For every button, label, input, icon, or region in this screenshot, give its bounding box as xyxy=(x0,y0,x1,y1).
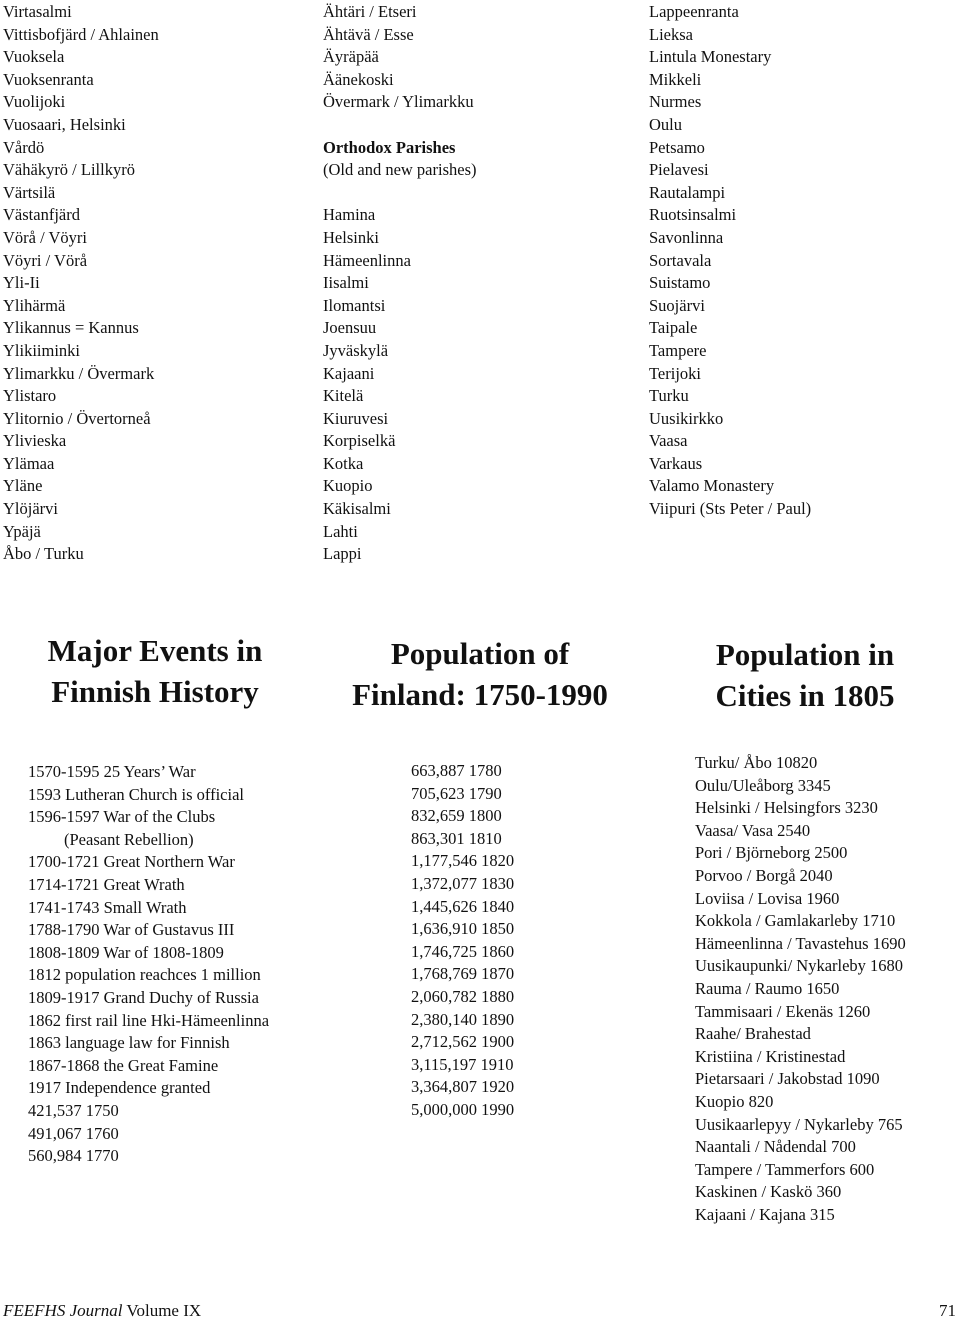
list-item: Vaasa xyxy=(649,431,688,451)
list-item: Ylämaa xyxy=(3,453,55,473)
list-item: 2,380,140 1890 xyxy=(411,1009,515,1029)
list-item: Ylikiiminki xyxy=(3,340,81,360)
list-item: Vähäkyrö / Lillkyrö xyxy=(3,160,135,180)
list-item: 1,768,769 1870 xyxy=(411,964,515,984)
list-item: 3,364,807 1920 xyxy=(411,1077,515,1097)
orthodox-list-col3 xyxy=(649,1,811,521)
list-item: Ylihärmä xyxy=(3,295,66,315)
footer-journal xyxy=(3,1300,201,1322)
list-item: Ylistaro xyxy=(3,386,57,406)
list-item: Ylöjärvi xyxy=(3,499,58,519)
list-item: Tampere / Tammerfors 600 xyxy=(695,1159,875,1179)
list-item: Hamina xyxy=(323,205,376,225)
list-item: Ähtäri / Etseri xyxy=(323,2,417,21)
orthodox-subtitle: (Old and new parishes) xyxy=(323,160,477,180)
list-item: Nurmes xyxy=(649,92,702,112)
list-item: (Peasant Rebellion) xyxy=(64,829,194,849)
list-item: 1570-1595 25 Years’ War xyxy=(28,762,196,781)
list-item: Ylikannus = Kannus xyxy=(3,318,139,338)
parish-list-col2 xyxy=(323,1,477,114)
list-item: Tampere xyxy=(649,340,707,360)
list-item: Virtasalmi xyxy=(3,2,72,21)
list-item: Turku/ Åbo 10820 xyxy=(695,753,818,772)
list-item: Tammisaari / Ekenäs 1260 xyxy=(695,1001,871,1021)
list-item: 1788-1790 War of Gustavus III xyxy=(28,920,235,940)
list-item: Korpiselkä xyxy=(323,431,396,451)
list-item: Lappeenranta xyxy=(649,2,739,21)
list-item: Vittisbofjärd / Ahlainen xyxy=(3,24,159,44)
cities-heading xyxy=(680,634,930,716)
events-list xyxy=(28,761,269,1168)
list-item: Kitelä xyxy=(323,386,364,406)
list-item: Kotka xyxy=(323,453,364,473)
list-item: Ruotsinsalmi xyxy=(649,205,737,225)
list-item: 832,659 1800 xyxy=(411,806,502,826)
list-item: Terijoki xyxy=(649,363,701,383)
list-item: Ähtävä / Esse xyxy=(323,24,414,44)
list-item: Västanfjärd xyxy=(3,205,80,225)
list-item: 1,372,077 1830 xyxy=(411,873,515,893)
cities-heading-line2: Cities in 1805 xyxy=(715,678,895,713)
list-item: 1741-1743 Small Wrath xyxy=(28,897,187,917)
list-item: Uusikaupunki/ Nykarleby 1680 xyxy=(695,956,904,976)
list-item: Käkisalmi xyxy=(323,499,391,519)
list-item: 1863 language law for Finnish xyxy=(28,1033,230,1053)
population-list xyxy=(411,760,514,1122)
journal-name: FEEFHS Journal xyxy=(3,1301,123,1320)
list-item: Ylitornio / Övertorneå xyxy=(3,408,151,428)
list-item: Helsinki xyxy=(323,227,379,247)
list-item: 1862 first rail line Hki-Hämeenlinna xyxy=(28,1010,270,1030)
list-item: Varkaus xyxy=(649,453,703,473)
list-item: 2,712,562 1900 xyxy=(411,1032,515,1052)
list-item: Turku xyxy=(649,386,689,406)
list-item: Raahe/ Brahestad xyxy=(695,1024,811,1044)
list-item: 1,746,725 1860 xyxy=(411,941,515,961)
list-item: Uusikaarlepyy / Nykarleby 765 xyxy=(695,1114,903,1134)
list-item: Kuopio xyxy=(323,476,373,496)
cities-heading-line1: Population in xyxy=(715,637,895,672)
list-item: Åbo / Turku xyxy=(3,544,84,564)
list-item: 1,177,546 1820 xyxy=(411,851,515,871)
list-item: Vuolijoki xyxy=(3,92,66,112)
list-item: Kiuruvesi xyxy=(323,408,389,428)
list-item: Yläne xyxy=(3,476,43,496)
events-heading xyxy=(20,630,290,712)
list-item: Oulu/Uleåborg 3345 xyxy=(695,775,831,795)
list-item: 1812 population reachces 1 million xyxy=(28,965,261,985)
list-item: Oulu xyxy=(649,114,682,134)
list-item: Naantali / Nådendal 700 xyxy=(695,1137,856,1157)
parish-list-col1 xyxy=(3,1,159,566)
list-item: 1,636,910 1850 xyxy=(411,919,515,939)
page-number: 71 xyxy=(939,1301,956,1320)
list-item: 560,984 1770 xyxy=(28,1146,119,1166)
list-item: 421,537 1750 xyxy=(28,1100,119,1120)
list-item: Vårdö xyxy=(3,137,45,157)
list-item: Pori / Björneborg 2500 xyxy=(695,843,848,863)
list-item: Helsinki / Helsingfors 3230 xyxy=(695,798,878,818)
list-item: Äänekoski xyxy=(323,69,394,89)
list-item: Valamo Monastery xyxy=(649,476,775,496)
list-item: Yli-Ii xyxy=(3,273,40,293)
list-item: Kajaani / Kajana 315 xyxy=(695,1204,835,1224)
list-item: Petsamo xyxy=(649,137,705,157)
orthodox-list-col2 xyxy=(323,204,477,566)
list-item: Kristiina / Kristinestad xyxy=(695,1046,846,1066)
list-item: Kokkola / Gamlakarleby 1710 xyxy=(695,911,896,931)
list-item: 491,067 1760 xyxy=(28,1123,119,1143)
list-item: Pietarsaari / Jakobstad 1090 xyxy=(695,1069,880,1089)
list-item: Viipuri (Sts Peter / Paul) xyxy=(649,499,812,519)
list-item: Äyräpää xyxy=(323,47,379,67)
list-item: Ylivieska xyxy=(3,431,67,451)
list-item: Vörå / Vöyri xyxy=(3,227,88,247)
list-item: Lappi xyxy=(323,544,362,564)
list-item: Joensuu xyxy=(323,318,377,338)
list-item: Kaskinen / Kaskö 360 xyxy=(695,1182,842,1202)
list-item: Vuoksenranta xyxy=(3,69,94,89)
list-item: Porvoo / Borgå 2040 xyxy=(695,865,833,885)
journal-volume: Volume IX xyxy=(122,1301,202,1320)
list-item: Sortavala xyxy=(649,250,712,270)
list-item: 2,060,782 1880 xyxy=(411,986,515,1006)
list-item: Mikkeli xyxy=(649,69,702,89)
list-item: Suojärvi xyxy=(649,295,705,315)
list-item: Kajaani xyxy=(323,363,375,383)
list-item: 3,115,197 1910 xyxy=(411,1054,514,1074)
list-item: Vuoksela xyxy=(3,47,65,67)
list-item: Iisalmi xyxy=(323,273,369,293)
list-item: 1714-1721 Great Wrath xyxy=(28,874,185,894)
parish-col2 xyxy=(323,1,477,566)
list-item: Lieksa xyxy=(649,24,693,44)
list-item: Vaasa/ Vasa 2540 xyxy=(695,820,811,840)
list-item: 1700-1721 Great Northern War xyxy=(28,852,235,872)
list-item: Savonlinna xyxy=(649,227,724,247)
orthodox-title: Orthodox Parishes xyxy=(323,137,456,157)
list-item: 1809-1917 Grand Duchy of Russia xyxy=(28,987,259,1007)
list-item: Rauma / Raumo 1650 xyxy=(695,978,840,998)
list-item: 1596-1597 War of the Clubs xyxy=(28,807,216,827)
list-item: 705,623 1790 xyxy=(411,783,502,803)
list-item: Suistamo xyxy=(649,273,711,293)
list-item: 1,445,626 1840 xyxy=(411,896,515,916)
population-heading xyxy=(320,633,640,715)
list-item: Hämeenlinna / Tavastehus 1690 xyxy=(695,933,906,953)
list-item: Ilomantsi xyxy=(323,295,386,315)
list-item: 5,000,000 1990 xyxy=(411,1099,515,1119)
list-item: Uusikirkko xyxy=(649,408,724,428)
events-heading-line1: Major Events in xyxy=(47,633,263,668)
list-item: Lintula Monestary xyxy=(649,47,772,67)
cities-list xyxy=(695,752,906,1226)
population-heading-line1: Population of xyxy=(390,636,570,671)
list-item: Kuopio 820 xyxy=(695,1091,774,1111)
list-item: Pielavesi xyxy=(649,160,709,180)
list-item: Övermark / Ylimarkku xyxy=(323,92,474,112)
list-item: Värtsilä xyxy=(3,182,56,202)
list-item: 1917 Independence granted xyxy=(28,1078,211,1098)
list-item: Jyväskylä xyxy=(323,340,389,360)
list-item: Loviisa / Lovisa 1960 xyxy=(695,888,840,908)
list-item: Vöyri / Vörå xyxy=(3,250,88,270)
list-item: Lahti xyxy=(323,521,358,541)
list-item: 863,301 1810 xyxy=(411,828,502,848)
list-item: 1867-1868 the Great Famine xyxy=(28,1055,219,1075)
list-item: Taipale xyxy=(649,318,698,338)
list-item: Ypäjä xyxy=(3,521,41,541)
events-heading-line2: Finnish History xyxy=(51,674,259,709)
list-item: Hämeenlinna xyxy=(323,250,411,270)
list-item: Ylimarkku / Övermark xyxy=(3,363,155,383)
list-item: 1593 Lutheran Church is official xyxy=(28,784,244,804)
population-heading-line2: Finland: 1750-1990 xyxy=(352,677,608,712)
list-item: Rautalampi xyxy=(649,182,726,202)
list-item: 1808-1809 War of 1808-1809 xyxy=(28,942,224,962)
list-item: Vuosaari, Helsinki xyxy=(3,114,126,134)
list-item: 663,887 1780 xyxy=(411,761,502,780)
